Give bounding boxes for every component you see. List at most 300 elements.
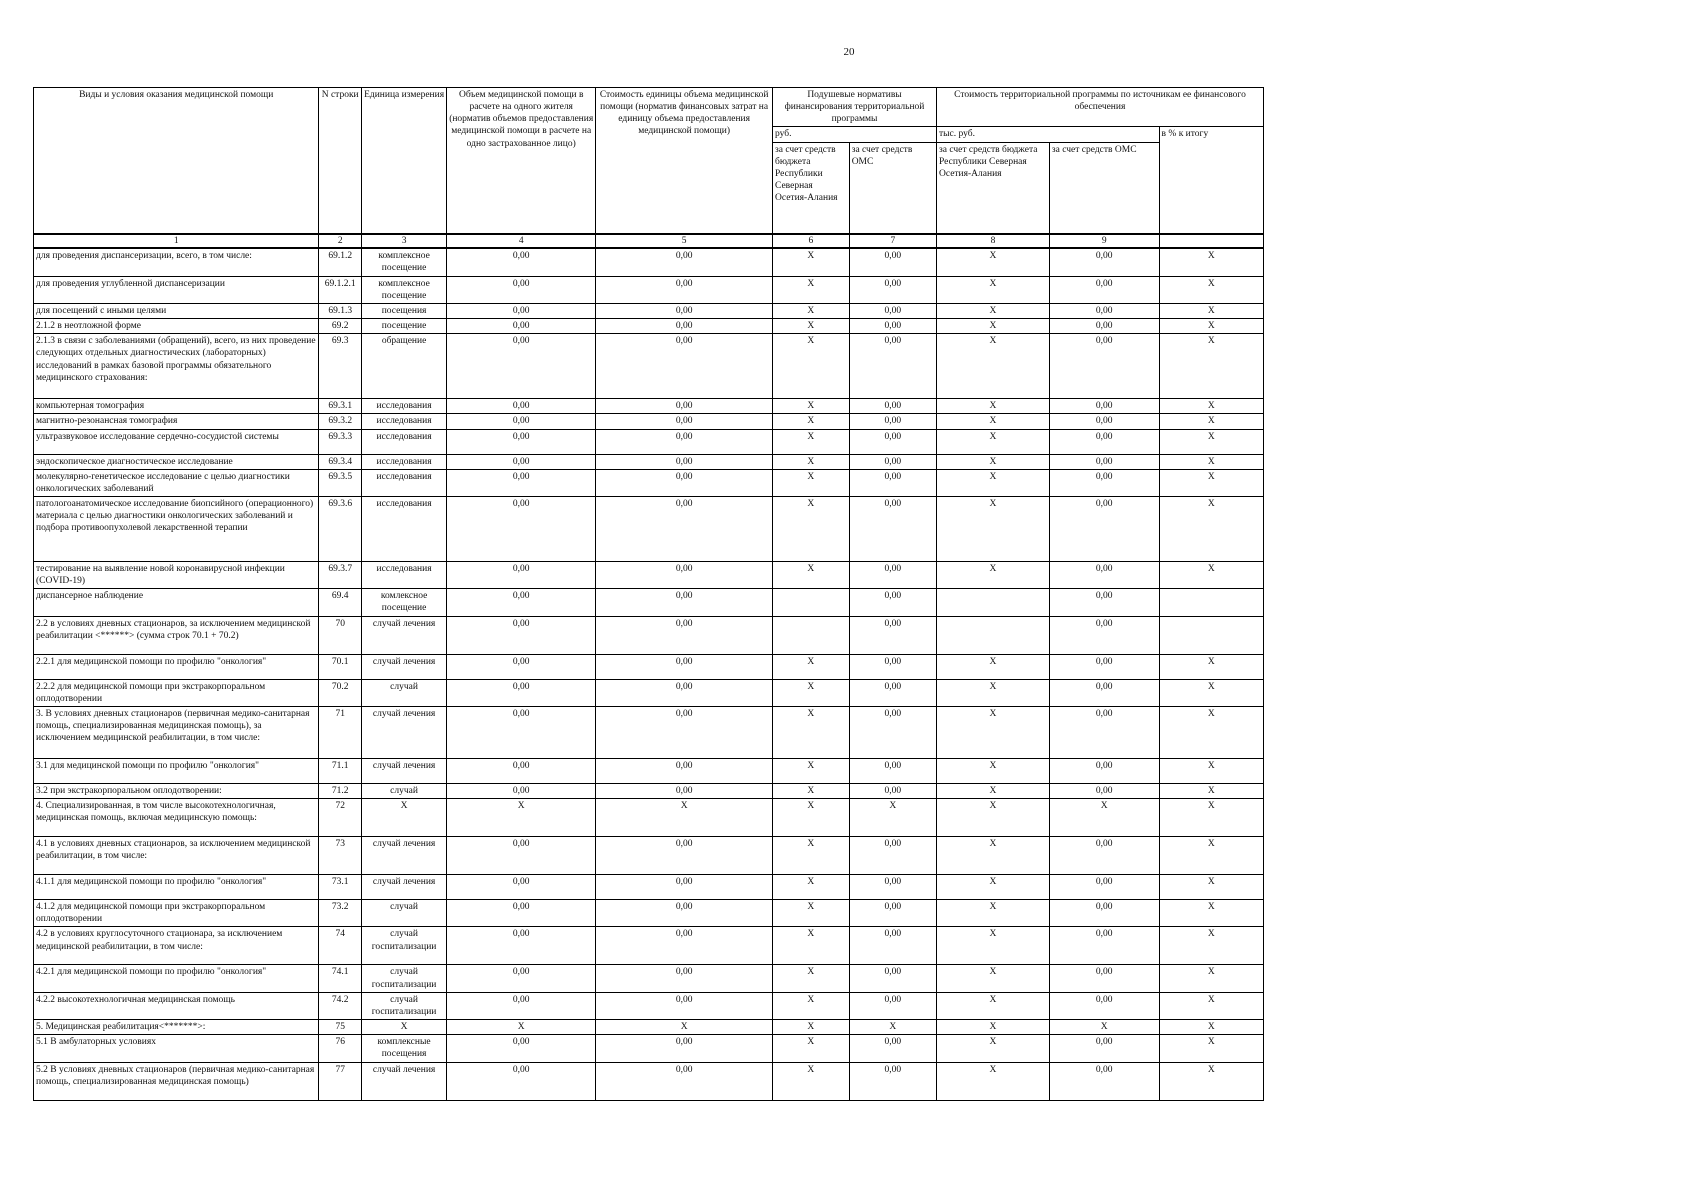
row-cost: 0,00 — [596, 616, 773, 654]
column-number: 8 — [937, 234, 1050, 248]
row-volume: 0,00 — [447, 616, 596, 654]
row-volume: 0,00 — [447, 900, 596, 927]
row-pct-total: X — [1159, 399, 1263, 414]
row-program-budget: X — [937, 900, 1050, 927]
row-per-capita-oms: 0,00 — [849, 276, 936, 303]
row-program-budget: X — [937, 303, 1050, 318]
row-per-capita-oms: 0,00 — [849, 334, 936, 399]
row-volume: 0,00 — [447, 334, 596, 399]
row-number: 74.1 — [319, 965, 362, 992]
financing-table — [33, 87, 1264, 1101]
row-program-oms: 0,00 — [1049, 992, 1159, 1019]
row-per-capita-oms: 0,00 — [849, 758, 936, 783]
row-program-budget: X — [937, 497, 1050, 562]
row-per-capita-budget: X — [773, 992, 850, 1019]
row-pct-total: X — [1159, 1062, 1263, 1100]
row-volume: 0,00 — [447, 429, 596, 454]
row-per-capita-budget: X — [773, 875, 850, 900]
header-program-cost: Стоимость территориальной программы по источникам ее финансового обеспечения — [937, 88, 1264, 127]
row-pct-total: X — [1159, 414, 1263, 429]
row-per-capita-budget: X — [773, 454, 850, 469]
row-per-capita-oms: 0,00 — [849, 965, 936, 992]
row-unit: случай госпитализации — [361, 965, 446, 992]
header-kind: Виды и условия оказания медицинской помощи — [34, 88, 319, 235]
row-name: 5.2 В условиях дневных стационаров (первичная медико-санитарная помощь, специализированная медицинская помощь) — [34, 1062, 319, 1100]
row-pct-total: X — [1159, 248, 1263, 276]
row-pct-total — [1159, 616, 1263, 654]
row-program-budget: X — [937, 1020, 1050, 1035]
row-number: 69.2 — [319, 319, 362, 334]
row-per-capita-budget: X — [773, 679, 850, 706]
row-program-budget: X — [937, 334, 1050, 399]
row-number: 69.3.7 — [319, 562, 362, 589]
row-number: 75 — [319, 1020, 362, 1035]
row-cost: 0,00 — [596, 497, 773, 562]
row-name: для проведения диспансеризации, всего, в том числе: — [34, 248, 319, 276]
row-unit: случай — [361, 783, 446, 798]
row-pct-total: X — [1159, 799, 1263, 837]
row-per-capita-oms: 0,00 — [849, 654, 936, 679]
row-cost: 0,00 — [596, 875, 773, 900]
row-program-budget: X — [937, 562, 1050, 589]
row-number: 69.3.6 — [319, 497, 362, 562]
row-cost: 0,00 — [596, 334, 773, 399]
row-program-budget: X — [937, 679, 1050, 706]
row-unit: случай — [361, 679, 446, 706]
row-number: 69.1.2.1 — [319, 276, 362, 303]
row-name: 4.2.2 высокотехнологичная медицинская помощь — [34, 992, 319, 1019]
row-unit: X — [361, 1020, 446, 1035]
row-per-capita-budget: X — [773, 927, 850, 965]
row-volume: 0,00 — [447, 992, 596, 1019]
row-program-budget — [937, 616, 1050, 654]
row-number: 69.1.3 — [319, 303, 362, 318]
row-program-oms: 0,00 — [1049, 875, 1159, 900]
row-pct-total: X — [1159, 965, 1263, 992]
row-cost: X — [596, 1020, 773, 1035]
row-unit: случай лечения — [361, 616, 446, 654]
row-name: 2.2 в условиях дневных стационаров, за исключением медицинской реабилитации <******> (сумма строк 70.1 + 70.2) — [34, 616, 319, 654]
row-pct-total: X — [1159, 654, 1263, 679]
table-header — [34, 88, 1264, 249]
table-body — [34, 248, 1264, 1100]
row-number: 74.2 — [319, 992, 362, 1019]
row-program-oms: 0,00 — [1049, 562, 1159, 589]
row-unit: случай лечения — [361, 654, 446, 679]
header-budget-per-capita: за счет средств бюджета Республики Северная Осетия-Алания — [773, 142, 850, 234]
row-program-budget: X — [937, 399, 1050, 414]
column-number: 5 — [596, 234, 773, 248]
row-number: 73.1 — [319, 875, 362, 900]
row-cost: 0,00 — [596, 414, 773, 429]
row-pct-total: X — [1159, 469, 1263, 496]
row-program-oms: 0,00 — [1049, 319, 1159, 334]
row-name: 4.1.1 для медицинской помощи по профилю "онкология" — [34, 875, 319, 900]
row-cost: 0,00 — [596, 248, 773, 276]
row-volume: 0,00 — [447, 837, 596, 875]
row-pct-total: X — [1159, 758, 1263, 783]
row-number: 71.1 — [319, 758, 362, 783]
row-number: 70.1 — [319, 654, 362, 679]
row-cost: 0,00 — [596, 429, 773, 454]
row-program-oms: 0,00 — [1049, 616, 1159, 654]
table-row — [34, 414, 1264, 429]
row-per-capita-oms: 0,00 — [849, 469, 936, 496]
table-row — [34, 1035, 1264, 1062]
row-name: ультразвуковое исследование сердечно-сосудистой системы — [34, 429, 319, 454]
table-row — [34, 454, 1264, 469]
row-name: магнитно-резонансная томография — [34, 414, 319, 429]
row-program-oms: 0,00 — [1049, 927, 1159, 965]
row-per-capita-budget: X — [773, 469, 850, 496]
row-unit: комплексное посещение — [361, 248, 446, 276]
row-per-capita-budget: X — [773, 654, 850, 679]
row-per-capita-oms: 0,00 — [849, 589, 936, 616]
row-volume: 0,00 — [447, 1062, 596, 1100]
row-cost: 0,00 — [596, 927, 773, 965]
table-row — [34, 799, 1264, 837]
row-unit: исследования — [361, 497, 446, 562]
table-row — [34, 1020, 1264, 1035]
row-per-capita-budget: X — [773, 837, 850, 875]
row-unit: посещение — [361, 319, 446, 334]
column-number: 3 — [361, 234, 446, 248]
row-volume: 0,00 — [447, 454, 596, 469]
row-per-capita-budget: X — [773, 334, 850, 399]
row-program-oms: 0,00 — [1049, 399, 1159, 414]
column-number: 9 — [1049, 234, 1159, 248]
row-program-oms: 0,00 — [1049, 429, 1159, 454]
row-cost: 0,00 — [596, 706, 773, 758]
row-volume: 0,00 — [447, 758, 596, 783]
row-unit: исследования — [361, 562, 446, 589]
row-pct-total: X — [1159, 429, 1263, 454]
row-name: 4.1.2 для медицинской помощи при экстракорпоральном оплодотворении — [34, 900, 319, 927]
row-volume: 0,00 — [447, 562, 596, 589]
header-unit: Единица измерения — [361, 88, 446, 235]
row-number: 73.2 — [319, 900, 362, 927]
row-program-oms: 0,00 — [1049, 303, 1159, 318]
table-row — [34, 965, 1264, 992]
row-program-oms: 0,00 — [1049, 1062, 1159, 1100]
table-row — [34, 758, 1264, 783]
row-unit: исследования — [361, 429, 446, 454]
row-program-budget: X — [937, 654, 1050, 679]
row-volume: 0,00 — [447, 319, 596, 334]
header-pct-total: в % к итогу — [1159, 127, 1263, 234]
row-cost: 0,00 — [596, 276, 773, 303]
row-volume: 0,00 — [447, 783, 596, 798]
row-per-capita-oms: 0,00 — [849, 1062, 936, 1100]
row-program-oms: 0,00 — [1049, 706, 1159, 758]
row-per-capita-budget: X — [773, 414, 850, 429]
row-per-capita-oms: 0,00 — [849, 1035, 936, 1062]
row-program-oms: 0,00 — [1049, 679, 1159, 706]
row-name: диспансерное наблюдение — [34, 589, 319, 616]
row-unit: случай госпитализации — [361, 927, 446, 965]
table-row — [34, 1062, 1264, 1100]
row-per-capita-oms: 0,00 — [849, 399, 936, 414]
row-number: 74 — [319, 927, 362, 965]
row-per-capita-oms: 0,00 — [849, 900, 936, 927]
row-cost: 0,00 — [596, 319, 773, 334]
row-cost: 0,00 — [596, 783, 773, 798]
row-number: 69.4 — [319, 589, 362, 616]
header-oms-program: за счет средств ОМС — [1049, 142, 1159, 234]
row-cost: 0,00 — [596, 454, 773, 469]
row-pct-total: X — [1159, 837, 1263, 875]
row-program-budget: X — [937, 414, 1050, 429]
row-unit: X — [361, 799, 446, 837]
table-row — [34, 429, 1264, 454]
row-pct-total: X — [1159, 900, 1263, 927]
row-unit: комплексное посещение — [361, 276, 446, 303]
row-volume: X — [447, 799, 596, 837]
row-unit: исследования — [361, 469, 446, 496]
row-program-budget: X — [937, 758, 1050, 783]
row-program-budget — [937, 589, 1050, 616]
row-number: 71.2 — [319, 783, 362, 798]
row-unit: случай лечения — [361, 837, 446, 875]
row-program-oms: 0,00 — [1049, 758, 1159, 783]
row-program-oms: 0,00 — [1049, 454, 1159, 469]
row-number: 72 — [319, 799, 362, 837]
row-unit: исследования — [361, 399, 446, 414]
row-number: 69.3.5 — [319, 469, 362, 496]
row-cost: X — [596, 799, 773, 837]
row-program-oms: 0,00 — [1049, 654, 1159, 679]
row-name: молекулярно-генетическое исследование с целью диагностики онкологических заболеваний — [34, 469, 319, 496]
row-per-capita-oms: 0,00 — [849, 562, 936, 589]
row-per-capita-budget: X — [773, 319, 850, 334]
row-per-capita-oms: 0,00 — [849, 875, 936, 900]
row-pct-total: X — [1159, 334, 1263, 399]
row-number: 76 — [319, 1035, 362, 1062]
row-per-capita-oms: 0,00 — [849, 248, 936, 276]
row-pct-total: X — [1159, 454, 1263, 469]
row-name: 2.1.2 в неотложной форме — [34, 319, 319, 334]
row-pct-total: X — [1159, 679, 1263, 706]
table-row — [34, 654, 1264, 679]
row-unit: случай лечения — [361, 706, 446, 758]
row-number: 70 — [319, 616, 362, 654]
row-program-budget: X — [937, 965, 1050, 992]
row-name: эндоскопическое диагностическое исследование — [34, 454, 319, 469]
row-pct-total: X — [1159, 562, 1263, 589]
row-volume: 0,00 — [447, 679, 596, 706]
row-unit: случай лечения — [361, 758, 446, 783]
header-budget-program: за счет средств бюджета Республики Северная Осетия-Алания — [937, 142, 1050, 234]
header-cost: Стоимость единицы объема медицинской помощи (норматив финансовых затрат на единицу объема предоставления медицинской помощи) — [596, 88, 773, 235]
row-program-oms: 0,00 — [1049, 900, 1159, 927]
row-program-budget: X — [937, 469, 1050, 496]
row-volume: 0,00 — [447, 248, 596, 276]
row-number: 69.3.3 — [319, 429, 362, 454]
header-row-no: N строки — [319, 88, 362, 235]
row-pct-total: X — [1159, 706, 1263, 758]
row-per-capita-budget: X — [773, 429, 850, 454]
row-cost: 0,00 — [596, 965, 773, 992]
row-volume: 0,00 — [447, 927, 596, 965]
table-row — [34, 992, 1264, 1019]
row-pct-total: X — [1159, 783, 1263, 798]
row-name: 5. Медицинская реабилитация<*******>: — [34, 1020, 319, 1035]
row-pct-total: X — [1159, 1035, 1263, 1062]
row-volume: X — [447, 1020, 596, 1035]
row-name: 5.1 В амбулаторных условиях — [34, 1035, 319, 1062]
row-per-capita-budget: X — [773, 900, 850, 927]
row-program-oms: 0,00 — [1049, 837, 1159, 875]
row-program-oms: X — [1049, 799, 1159, 837]
row-per-capita-oms: 0,00 — [849, 927, 936, 965]
row-name: 4. Специализированная, в том числе высокотехнологичная, медицинская помощь, включая медицинскую помощь: — [34, 799, 319, 837]
row-name: компьютерная томография — [34, 399, 319, 414]
table-row — [34, 469, 1264, 496]
row-volume: 0,00 — [447, 414, 596, 429]
table-row — [34, 497, 1264, 562]
row-number: 69.1.2 — [319, 248, 362, 276]
row-unit: комлексное посещение — [361, 589, 446, 616]
row-per-capita-budget: X — [773, 1035, 850, 1062]
row-pct-total: X — [1159, 497, 1263, 562]
table-row — [34, 875, 1264, 900]
row-per-capita-oms: 0,00 — [849, 303, 936, 318]
row-per-capita-budget — [773, 589, 850, 616]
row-name: 2.2.1 для медицинской помощи по профилю "онкология" — [34, 654, 319, 679]
row-program-budget: X — [937, 706, 1050, 758]
row-volume: 0,00 — [447, 497, 596, 562]
table-row — [34, 616, 1264, 654]
row-per-capita-budget: X — [773, 497, 850, 562]
row-pct-total: X — [1159, 927, 1263, 965]
row-per-capita-oms: X — [849, 1020, 936, 1035]
row-name: 2.1.3 в связи с заболеваниями (обращений), всего, из них проведение следующих отдельных диагностических (лабораторных) исследований в рамках базовой программы обязательного медицинского страхования: — [34, 334, 319, 399]
row-program-budget: X — [937, 992, 1050, 1019]
table-row — [34, 248, 1264, 276]
row-per-capita-budget: X — [773, 799, 850, 837]
row-number: 77 — [319, 1062, 362, 1100]
row-pct-total: X — [1159, 875, 1263, 900]
row-per-capita-budget: X — [773, 303, 850, 318]
row-name: 4.2 в условиях круглосуточного стационара, за исключением медицинской реабилитации, в том числе: — [34, 927, 319, 965]
row-per-capita-budget: X — [773, 706, 850, 758]
row-unit: обращение — [361, 334, 446, 399]
row-volume: 0,00 — [447, 706, 596, 758]
row-pct-total — [1159, 589, 1263, 616]
row-unit: исследования — [361, 454, 446, 469]
row-name: тестирование на выявление новой коронавирусной инфекции (COVID-19) — [34, 562, 319, 589]
row-volume: 0,00 — [447, 469, 596, 496]
row-program-oms: 0,00 — [1049, 1035, 1159, 1062]
row-program-budget: X — [937, 1035, 1050, 1062]
row-program-budget: X — [937, 319, 1050, 334]
row-volume: 0,00 — [447, 399, 596, 414]
row-pct-total: X — [1159, 992, 1263, 1019]
row-program-budget: X — [937, 1062, 1050, 1100]
row-name: для посещений с иными целями — [34, 303, 319, 318]
row-program-budget: X — [937, 429, 1050, 454]
row-per-capita-budget: X — [773, 1020, 850, 1035]
row-per-capita-budget — [773, 616, 850, 654]
row-per-capita-oms: 0,00 — [849, 992, 936, 1019]
row-name: патологоанатомическое исследование биопсийного (операционного) материала с целью диагностики онкологических заболеваний и подбора противоопухолевой лекарственной терапии — [34, 497, 319, 562]
row-per-capita-oms: 0,00 — [849, 706, 936, 758]
row-volume: 0,00 — [447, 965, 596, 992]
row-unit: посещения — [361, 303, 446, 318]
row-program-oms: 0,00 — [1049, 334, 1159, 399]
row-program-budget: X — [937, 783, 1050, 798]
header-per-capita: Подушевые нормативы финансирования территориальной программы — [773, 88, 937, 127]
row-unit: случай лечения — [361, 1062, 446, 1100]
row-per-capita-oms: 0,00 — [849, 429, 936, 454]
row-per-capita-budget: X — [773, 276, 850, 303]
row-volume: 0,00 — [447, 1035, 596, 1062]
row-volume: 0,00 — [447, 276, 596, 303]
row-per-capita-oms: 0,00 — [849, 616, 936, 654]
table-row — [34, 399, 1264, 414]
row-program-oms: 0,00 — [1049, 469, 1159, 496]
row-program-oms: 0,00 — [1049, 783, 1159, 798]
table-row — [34, 276, 1264, 303]
row-program-oms: 0,00 — [1049, 276, 1159, 303]
row-cost: 0,00 — [596, 992, 773, 1019]
row-unit: случай — [361, 900, 446, 927]
column-number — [1159, 234, 1263, 248]
row-program-budget: X — [937, 875, 1050, 900]
row-program-oms: X — [1049, 1020, 1159, 1035]
row-pct-total: X — [1159, 319, 1263, 334]
row-cost: 0,00 — [596, 837, 773, 875]
row-name: 4.2.1 для медицинской помощи по профилю "онкология" — [34, 965, 319, 992]
column-number: 4 — [447, 234, 596, 248]
table-row — [34, 927, 1264, 965]
row-per-capita-budget: X — [773, 965, 850, 992]
row-program-budget: X — [937, 248, 1050, 276]
row-unit: случай лечения — [361, 875, 446, 900]
header-unit-thousand-rub: тыс. руб. — [937, 127, 1160, 142]
row-pct-total: X — [1159, 1020, 1263, 1035]
table-row — [34, 334, 1264, 399]
row-cost: 0,00 — [596, 900, 773, 927]
row-per-capita-oms: 0,00 — [849, 454, 936, 469]
row-name: 2.2.2 для медицинской помощи при экстракорпоральном оплодотворении — [34, 679, 319, 706]
row-name: 3. В условиях дневных стационаров (первичная медико-санитарная помощь, специализированная медицинская помощь), за исключением медицинской реабилитации, в том числе: — [34, 706, 319, 758]
table-row — [34, 589, 1264, 616]
row-per-capita-budget: X — [773, 758, 850, 783]
row-number: 70.2 — [319, 679, 362, 706]
row-number: 69.3.4 — [319, 454, 362, 469]
row-unit: случай госпитализации — [361, 992, 446, 1019]
row-number: 69.3.1 — [319, 399, 362, 414]
row-per-capita-oms: X — [849, 799, 936, 837]
row-per-capita-oms: 0,00 — [849, 319, 936, 334]
row-cost: 0,00 — [596, 589, 773, 616]
table-row — [34, 679, 1264, 706]
row-per-capita-budget: X — [773, 248, 850, 276]
row-cost: 0,00 — [596, 303, 773, 318]
row-pct-total: X — [1159, 303, 1263, 318]
row-cost: 0,00 — [596, 469, 773, 496]
row-pct-total: X — [1159, 276, 1263, 303]
column-number: 1 — [34, 234, 319, 248]
row-number: 69.3 — [319, 334, 362, 399]
page-number: 20 — [843, 46, 855, 58]
row-program-budget: X — [937, 837, 1050, 875]
row-program-oms: 0,00 — [1049, 248, 1159, 276]
table-row — [34, 562, 1264, 589]
row-program-oms: 0,00 — [1049, 965, 1159, 992]
table-row — [34, 900, 1264, 927]
